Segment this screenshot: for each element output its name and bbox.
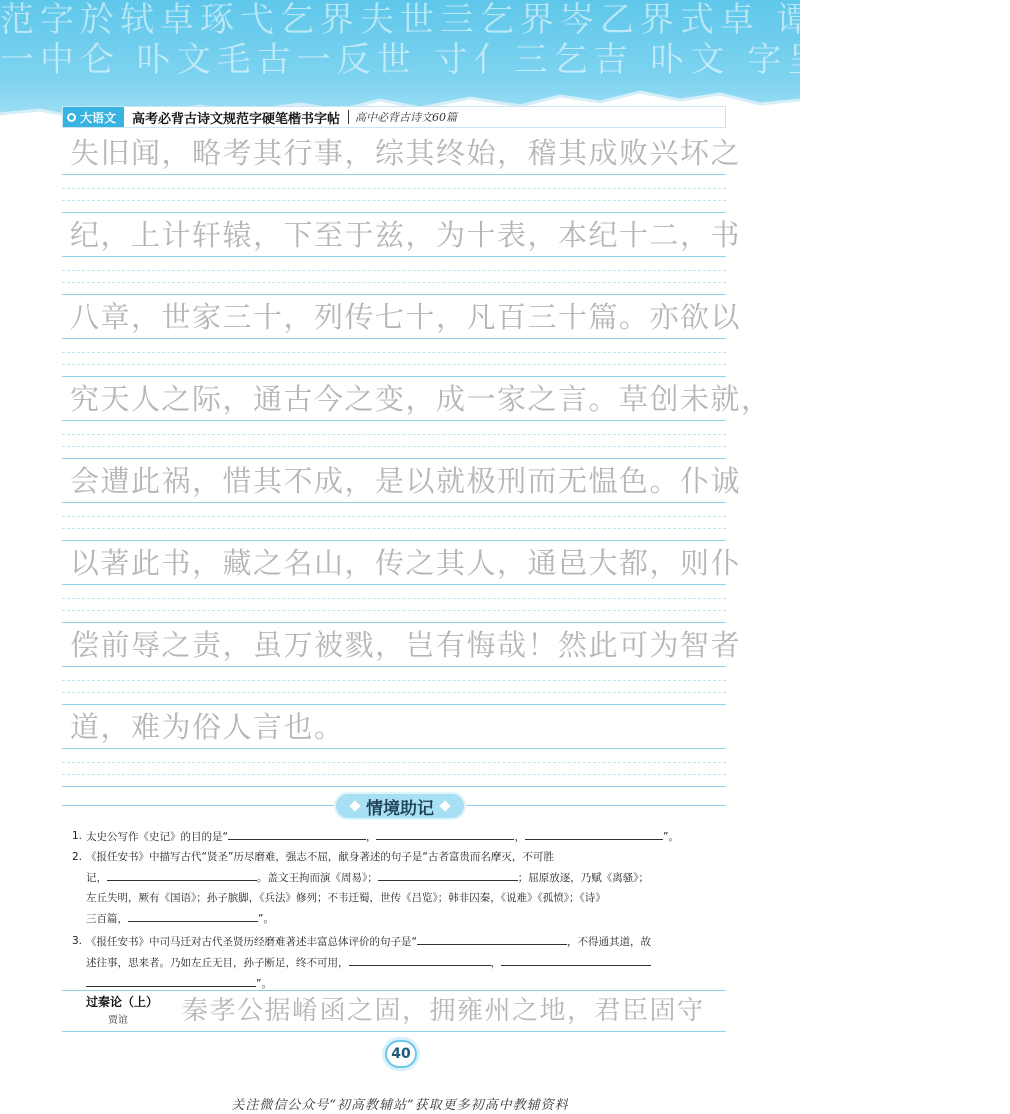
question-text: 。盖文王拘而演《周易》； [257,872,378,884]
answer-blank[interactable] [349,952,491,966]
trace-text: 八章，世家三十，列传七十，凡百三十篇。亦欲以 [70,300,742,334]
page-number: 40 [385,1040,417,1068]
footer-note: 关注微信公众号“初高教辅站”获取更多初高中教辅资料 [231,1098,569,1113]
question-1 [72,826,726,847]
question-text: 太史公写作《史记》的目的是“ [86,831,228,843]
practice-row [62,376,772,458]
question-2 [72,847,726,929]
punctuation: ， [365,831,377,843]
answer-blank[interactable] [378,867,518,881]
diamond-icon [439,800,450,811]
question-text: ，不得通其道，故 [566,936,651,948]
banner-glyph-row: 一中仑 卟文毛古一反世 寸亻三乞吉 卟文 字呈 中卟 汞 [0,40,981,80]
book-subtitle: 高中必背古诗文60篇 [355,111,458,124]
question-text: ；屈原放逐，乃赋《离骚》； [517,872,649,884]
brand-dot-icon [67,113,76,122]
question-text: 三百篇， [86,913,128,925]
section-title-pill [334,792,466,820]
next-passage-row [62,990,726,1032]
passage-author: 贾谊 [108,1015,128,1026]
practice-row [62,130,742,212]
punctuation: ”。 [256,978,272,990]
question-text: 左丘失明，厥有《国语》；孙子膑脚，《兵法》修列；不韦迁蜀，世传《吕览》；韩非囚秦，《说难》《孤愤》；《诗》 [86,892,606,904]
brand-badge [63,107,124,127]
trace-text: 道，难为俗人言也。 [70,710,345,744]
answer-blank[interactable] [86,973,256,987]
question-text: 述往事，思来者。乃如左丘无目，孙子断足，终不可用， [86,957,349,969]
brand-label: 大语文 [80,110,117,125]
section-header [62,790,726,822]
practice-row [62,704,726,786]
trace-text: 究天人之际，通古今之变，成一家之言。草创未就， [70,382,772,416]
passage-title: 过秦论（上） [86,995,159,1009]
punctuation: ”。 [258,913,274,925]
practice-row [62,540,742,622]
trace-text: 秦孝公据崤函之固，拥雍州之地，君臣固守 [182,996,705,1026]
practice-row [62,294,742,376]
punctuation: ”。 [662,831,679,843]
trace-text: 失旧闻，略考其行事，综其终始，稽其成败兴坏之 [70,136,742,170]
trace-text: 纪，上计轩辕，下至于兹，为十表，本纪十二，书 [70,218,742,252]
question-3 [72,931,726,994]
section-title: 情境助记 [366,798,434,819]
question-number: 2. [72,851,83,863]
answer-blank[interactable] [417,931,567,945]
answer-blank[interactable] [128,908,258,922]
answer-blank[interactable] [228,826,366,840]
answer-blank[interactable] [376,826,514,840]
practice-row [62,622,742,704]
practice-row [62,212,742,294]
trace-text: 偿前辱之责，虽万被戮，岂有悔哉！然此可为智者 [70,628,742,662]
question-text: 记， [86,872,107,884]
punctuation: ， [514,831,525,843]
trace-text: 以著此书，藏之名山，传之其人，通邑大都，则仆 [70,546,742,580]
book-header [62,106,726,128]
diamond-icon [349,800,360,811]
answer-blank[interactable] [501,952,651,966]
question-number: 3. [72,935,83,947]
question-text: 《报任安书》中司马迁对古代圣贤历经磨难著述丰富总体评价的句子是“ [86,936,417,948]
practice-row [62,458,742,540]
answer-blank[interactable] [525,826,663,840]
practice-area [62,130,772,790]
punctuation: ， [490,957,501,969]
question-list [72,826,726,994]
trace-text: 会遭此祸，惜其不成，是以就极刑而无愠色。仆诚 [70,464,742,498]
answer-blank[interactable] [107,867,257,881]
banner-glyph-row: 范字於轼卓琢弋乞界夫世亖乞界岑乙界式卓 谭世 反世 字 [0,0,1010,40]
book-title: 高考必背古诗文规范字硬笔楷书字帖 [132,111,341,127]
question-text: 《报任安书》中描写古代“贤圣”历尽磨难，强志不屈，献身著述的句子是“古者富贵而名摩灭，不可胜 [86,851,554,863]
question-number: 1. [72,830,83,842]
